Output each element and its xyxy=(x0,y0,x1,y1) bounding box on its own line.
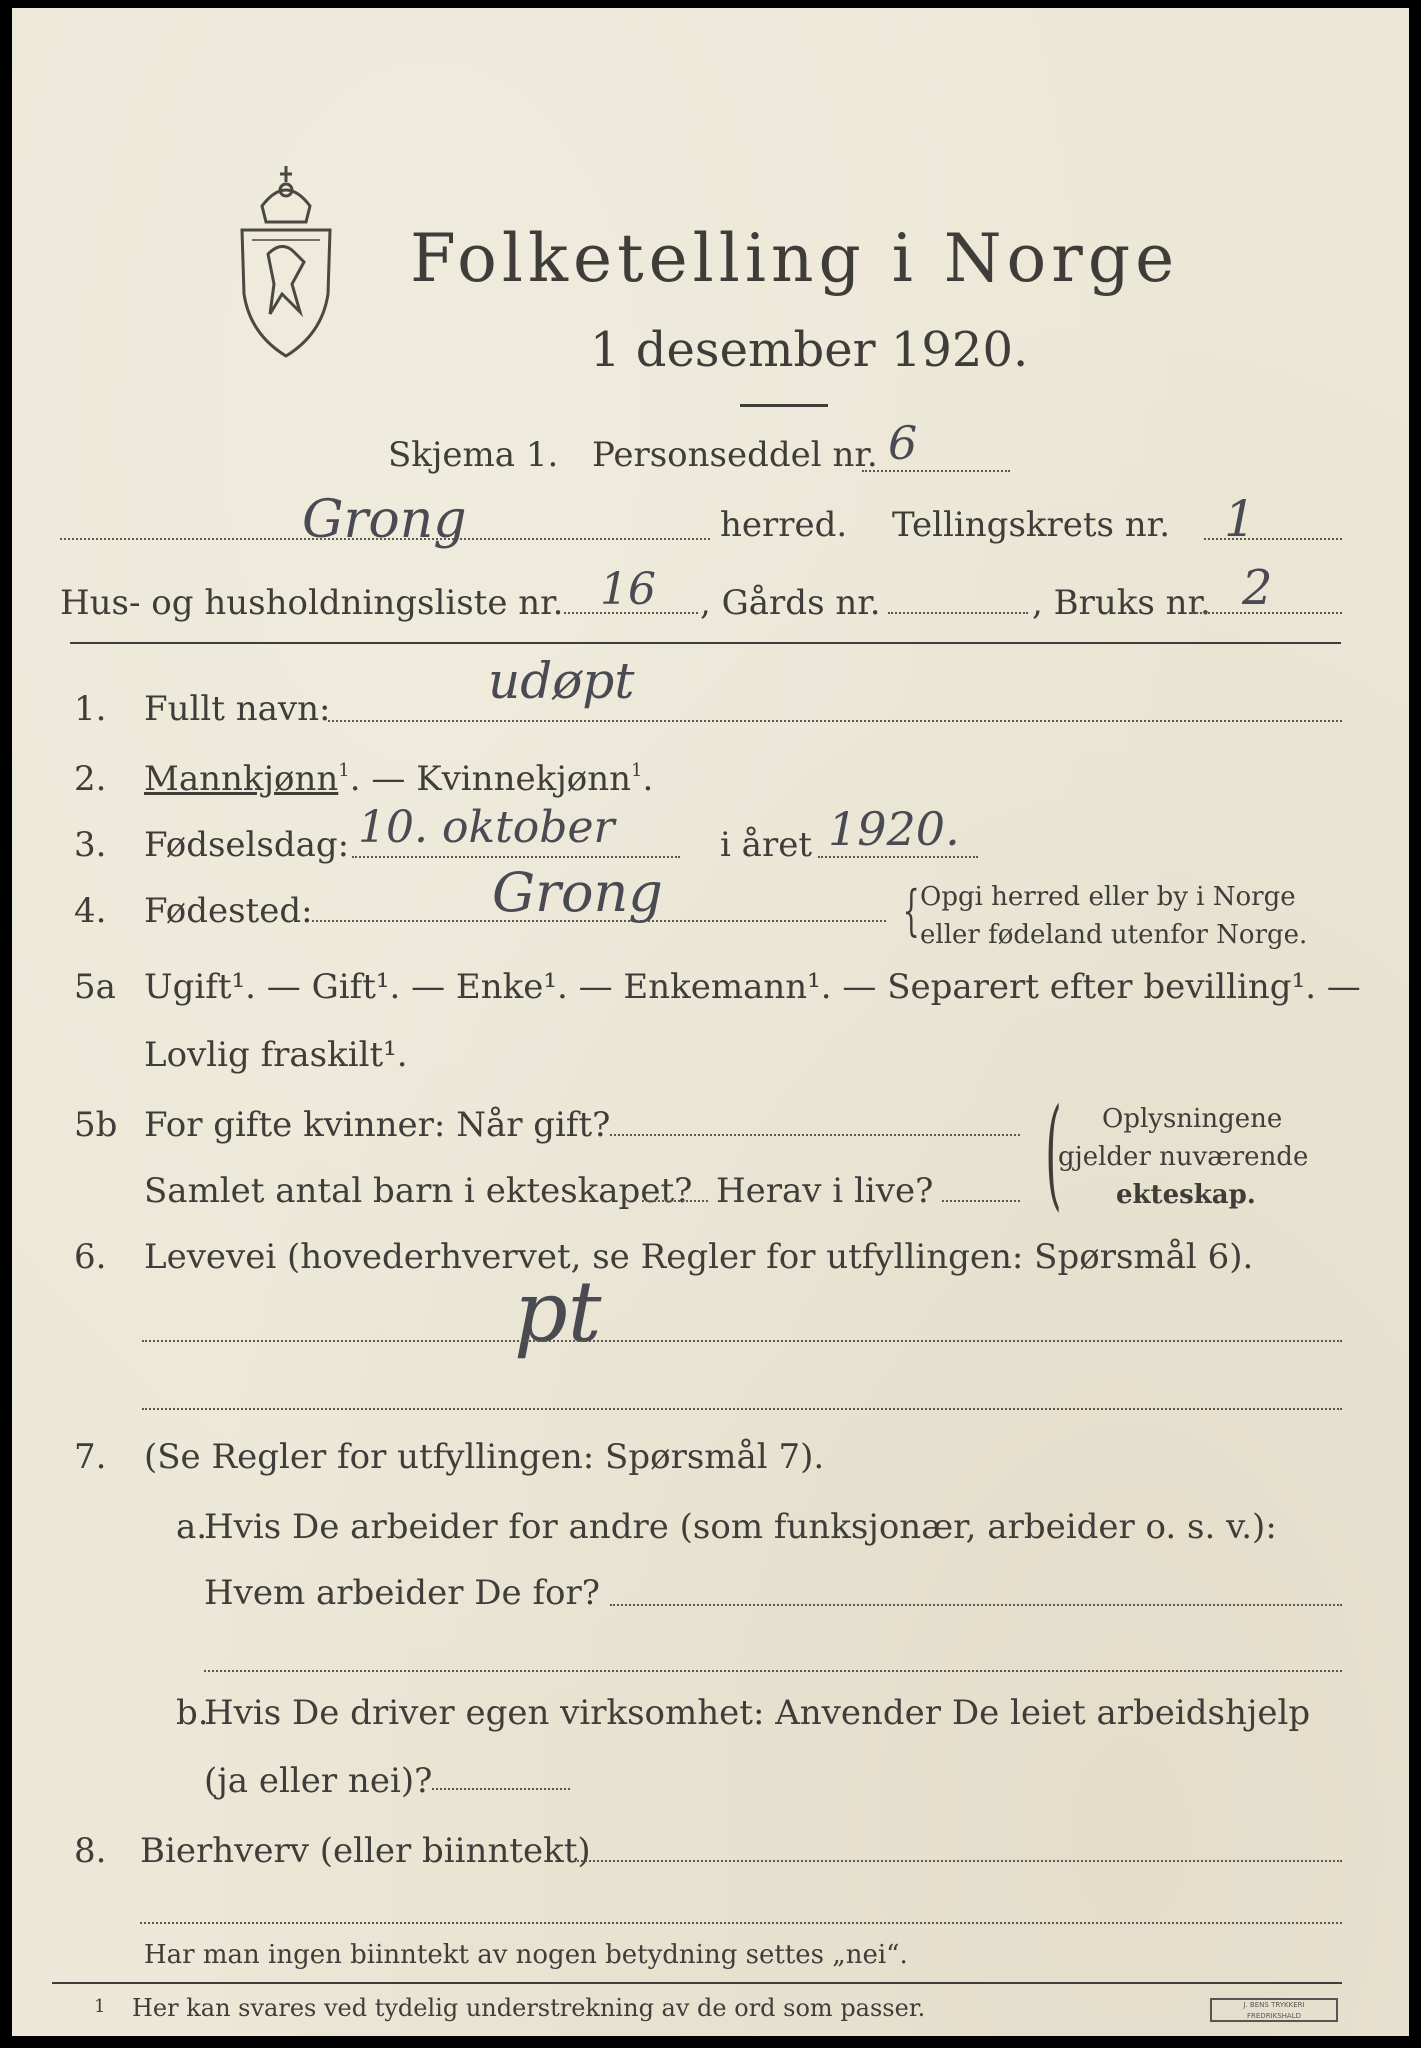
q3-year-line xyxy=(818,856,978,858)
hus-label: Hus- og husholdningsliste nr. xyxy=(60,583,564,623)
q8-label: Bierhverv (eller biinntekt) xyxy=(140,1831,591,1871)
tellingskrets-value: 1 xyxy=(1224,490,1256,548)
gards-line xyxy=(888,612,1028,614)
q5b-note-1: Oplysningene xyxy=(1102,1104,1283,1134)
q6-line-1 xyxy=(142,1340,1342,1342)
q5b-note-2: gjelder nuværende xyxy=(1058,1142,1309,1172)
q5b-brace: ( xyxy=(1045,1084,1062,1223)
q7a-line-1: Hvis De arbeider for andre (som funksjonær, arbeider o. s. v.): xyxy=(204,1507,1277,1547)
printer-stamp-line-1: J. BENS TRYKKERI xyxy=(1243,2001,1305,2009)
q3-number: 3. xyxy=(74,825,107,865)
census-date: 1 desember 1920. xyxy=(590,322,1029,378)
q5a-line-1: Ugift¹. — Gift¹. — Enke¹. — Enkemann¹. — Separert efter bevilling¹. — xyxy=(144,967,1361,1007)
q4-brace: { xyxy=(902,879,920,942)
printer-stamp-line-2: FREDRIKSHALD xyxy=(1246,2012,1301,2020)
herred-value: Grong xyxy=(302,490,467,550)
q6-value: pt xyxy=(514,1263,602,1361)
title-divider xyxy=(740,404,828,407)
q5b-line-1: For gifte kvinner: Når gift? xyxy=(144,1105,611,1145)
tellingskrets-label: Tellingskrets nr. xyxy=(892,505,1171,545)
q4-label: Fødested: xyxy=(144,891,313,931)
q3-line xyxy=(352,856,680,858)
gards-label: , Gårds nr. xyxy=(700,583,881,623)
q8-number: 8. xyxy=(74,1831,107,1871)
q5b-note-3: ekteskap. xyxy=(1116,1180,1256,1210)
q7b-line-2: (ja eller nei)? xyxy=(204,1761,433,1801)
bruks-value: 2 xyxy=(1242,560,1273,616)
q3-label: Fødselsdag: xyxy=(144,825,350,865)
footer-rule xyxy=(52,1982,1342,1984)
skjema-label: Skjema 1. xyxy=(388,435,559,475)
q7b-line-1: Hvis De driver egen virksomhet: Anvender De leiet arbeidshjelp xyxy=(204,1693,1311,1733)
personseddel-label: Personseddel nr. xyxy=(592,435,878,475)
header-rule xyxy=(70,642,1341,644)
q3-year-value: 1920. xyxy=(828,802,960,856)
q5b-herav: Herav i live? xyxy=(716,1171,934,1211)
printer-stamp xyxy=(1210,1998,1338,2022)
q4-note-2: eller fødeland utenfor Norge. xyxy=(920,920,1308,950)
q1-value: udøpt xyxy=(488,652,635,710)
q8-line-extra xyxy=(140,1922,1342,1924)
q1-number: 1. xyxy=(74,689,107,729)
q7b-line xyxy=(432,1788,570,1790)
q7a-number: a. xyxy=(176,1507,208,1547)
q1-line xyxy=(328,720,1342,722)
q7-label: (Se Regler for utfyllingen: Spørsmål 7). xyxy=(144,1437,825,1477)
q4-note-1: Opgi herred eller by i Norge xyxy=(920,882,1296,912)
q7a-line-extra xyxy=(204,1670,1342,1672)
q7a-line xyxy=(610,1604,1342,1606)
q2-options: Mannkjønn$^1$. — Kvinnekjønn$^1$. xyxy=(144,759,654,799)
hus-value: 16 xyxy=(600,564,656,615)
q5b-alive-line xyxy=(942,1200,1020,1202)
form-title: Folketelling i Norge xyxy=(410,220,1180,297)
footer-note: Har man ingen biinntekt av nogen betydning settes „nei“. xyxy=(144,1940,908,1970)
q5b-children-line xyxy=(642,1200,708,1202)
footnote-number: 1 xyxy=(94,1996,106,2017)
q1-label: Fullt navn: xyxy=(144,689,331,729)
norwegian-coat-of-arms-icon xyxy=(222,144,350,364)
q6-line-2 xyxy=(142,1408,1342,1410)
q4-number: 4. xyxy=(74,891,107,931)
census-form-paper xyxy=(12,8,1409,2036)
herred-label: herred. xyxy=(720,505,848,545)
q5a-line-2: Lovlig fraskilt¹. xyxy=(144,1035,408,1075)
q7b-number: b. xyxy=(176,1693,209,1733)
footnote: Her kan svares ved tydelig understrekning av de ord som passer. xyxy=(132,1994,926,2022)
q2-separator: . — xyxy=(349,759,417,799)
q2-mann: Mannkjønn xyxy=(144,759,339,799)
bruks-label: , Bruks nr. xyxy=(1032,583,1211,623)
q2-number: 2. xyxy=(74,759,107,799)
q5b-number: 5b xyxy=(74,1105,118,1145)
q2-end: . xyxy=(642,759,654,799)
q3-value: 10. oktober xyxy=(358,802,615,853)
q8-line xyxy=(574,1860,1342,1862)
q6-label: Levevei (hovederhvervet, se Regler for utfyllingen: Spørsmål 6). xyxy=(144,1237,1254,1277)
personseddel-line xyxy=(862,470,1010,472)
q5b-married-line xyxy=(610,1134,1020,1136)
q6-number: 6. xyxy=(74,1237,107,1277)
q4-value: Grong xyxy=(492,861,663,924)
q2-kvinne: Kvinnekjønn xyxy=(416,759,631,799)
q7-number: 7. xyxy=(74,1437,107,1477)
q3-year-label: i året xyxy=(720,825,812,865)
q7a-line-2: Hvem arbeider De for? xyxy=(204,1573,600,1613)
q5b-line-2: Samlet antal barn i ekteskapet? xyxy=(144,1171,693,1211)
q5a-number: 5a xyxy=(74,967,116,1007)
personseddel-value: 6 xyxy=(888,416,918,470)
